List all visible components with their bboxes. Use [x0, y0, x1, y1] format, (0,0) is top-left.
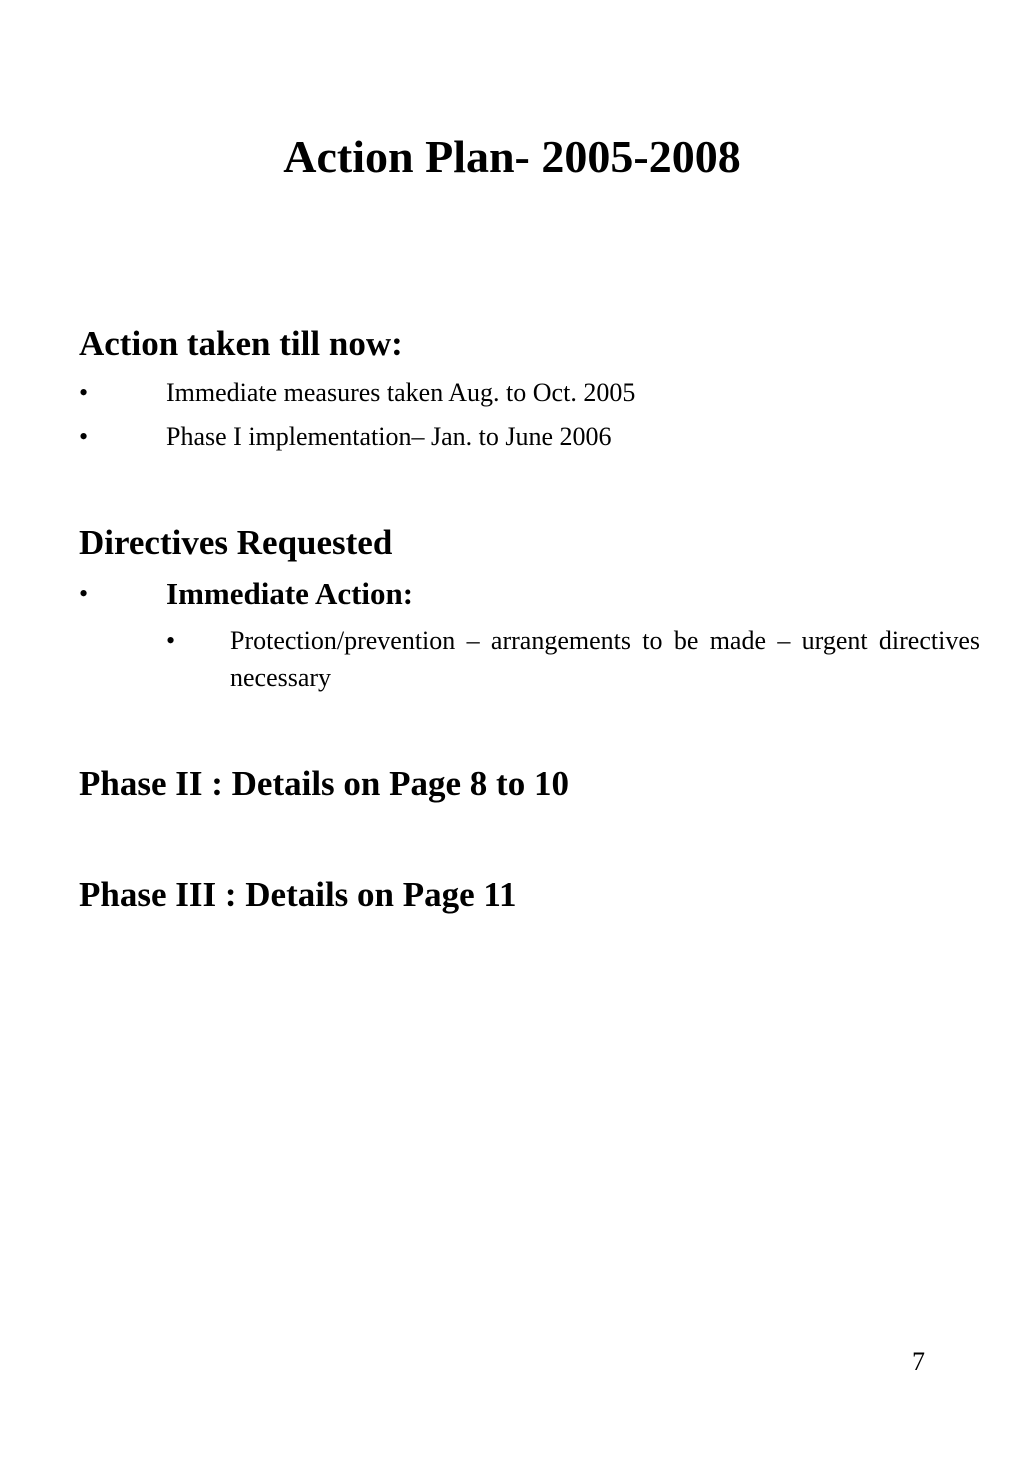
bullet-icon: • — [79, 422, 89, 451]
page-title: Action Plan- 2005-2008 — [283, 131, 741, 182]
directive-subitem-1: Protection/prevention – arrangements to be made – urgent directives necessary — [230, 626, 980, 692]
action-item-2: Phase I implementation– Jan. to June 2006 — [166, 422, 612, 451]
action-taken-heading: Action taken till now: — [79, 324, 403, 363]
page-number: 7 — [912, 1347, 925, 1376]
bullet-icon: • — [79, 378, 89, 407]
phase-2-heading: Phase II : Details on Page 8 to 10 — [79, 764, 569, 803]
action-item-1: Immediate measures taken Aug. to Oct. 2005 — [166, 378, 636, 407]
immediate-action-label: Immediate Action: — [166, 576, 414, 611]
directives-heading: Directives Requested — [79, 523, 393, 562]
sub-bullet-icon: • — [166, 626, 176, 655]
bullet-icon: • — [79, 579, 89, 608]
phase-3-heading: Phase III : Details on Page 11 — [79, 875, 517, 914]
